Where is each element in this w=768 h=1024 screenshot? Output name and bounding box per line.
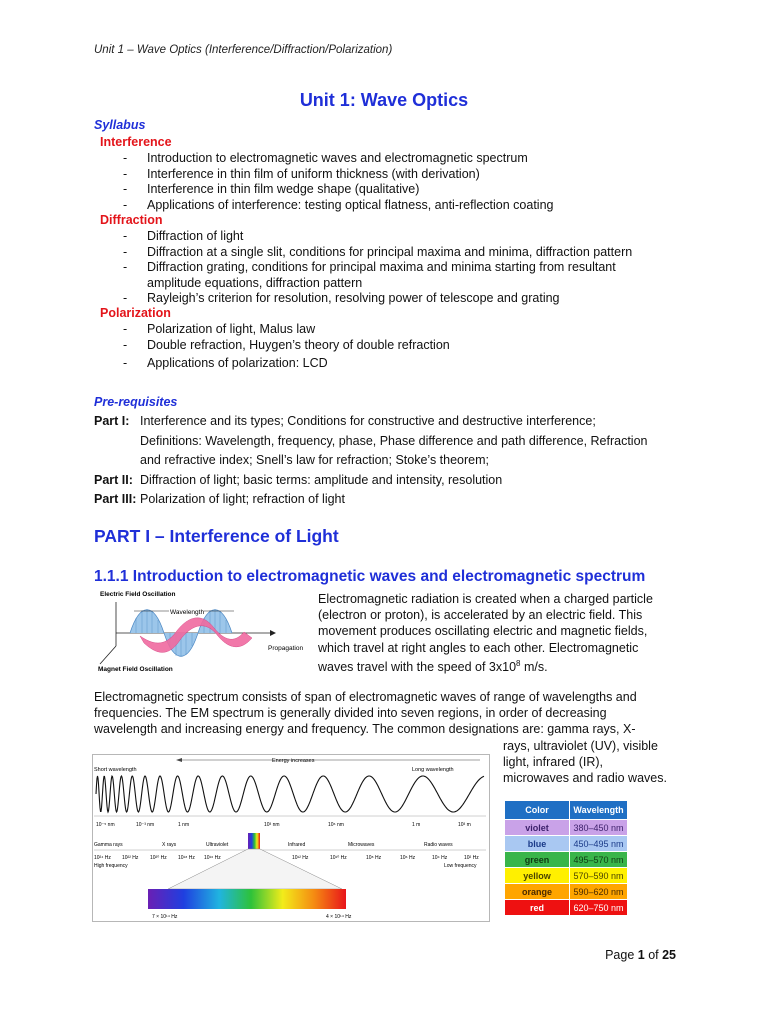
part1-line: and refractive index; Snell’s law for refraction; Stoke’s theorem; (140, 453, 490, 467)
wavelength-tick: 10⁻³ nm (136, 822, 155, 828)
list-item: - Applications of interference: testing optical flatness, anti-reflection coating (123, 197, 554, 212)
energy-label: Energy increases (272, 758, 315, 764)
wavelength-tick: 10³ m (458, 822, 471, 828)
frequency-tick: 10¹⁰ Hz (330, 855, 347, 861)
wavelength-cell: 450–495 nm (570, 836, 628, 852)
table-row (505, 836, 628, 852)
running-header: Unit 1 – Wave Optics (Interference/Diffraction/Polarization) (94, 44, 393, 56)
list-item: - Polarization of light, Malus law (123, 322, 316, 336)
wavelength-cell: 495–570 nm (570, 852, 628, 868)
list-item: - Diffraction grating, conditions for principal maxima and minima starting from resultant (123, 260, 616, 275)
frequency-tick: 10¹² Hz (292, 855, 309, 861)
frequency-tick: 10¹⁸ Hz (178, 855, 195, 861)
table-row (505, 852, 628, 868)
region-label: Microwaves (348, 842, 375, 848)
list-item: - Interference in thin film of uniform thickness (with derivation) (123, 166, 480, 181)
wavelength-cell: 570–590 nm (570, 868, 628, 884)
wavelength-tick: 10⁻⁵ nm (96, 822, 115, 828)
frequency-tick: 10² Hz (464, 855, 479, 861)
wavelength-cell: 590–620 nm (570, 884, 628, 900)
visible-right-frequency: 4 × 10¹⁴ Hz (326, 914, 352, 920)
list-item: - Rayleigh’s criterion for resolution, resolving power of telescope and grating (123, 291, 560, 306)
table-header: Wavelength (570, 801, 628, 820)
frequency-tick: 10²² Hz (122, 855, 139, 861)
spectrum-paragraph: Electromagnetic spectrum consists of span of electromagnetic waves of range of wavelengths and frequencies. The EM spectrum is generally divided into seven regions, in order of decreasing wavelength and increasing energy and frequency. The common designations are: gamma rays, X- (94, 690, 637, 737)
color-cell: green (505, 852, 570, 868)
prerequisites-block (94, 412, 694, 510)
color-cell: violet (505, 820, 570, 836)
diffraction-list (123, 229, 633, 307)
wavelength-tick: 1 m (412, 822, 421, 828)
em-wave-figure (94, 588, 310, 676)
list-item: - Diffraction at a single slit, conditions for principal maxima and minima, diffraction pattern (123, 244, 633, 259)
color-cell: yellow (505, 868, 570, 884)
part1-line: Definitions: Wavelength, frequency, phase, Phase difference and path difference, Refraction (140, 433, 648, 448)
frequency-tick: 10⁶ Hz (400, 855, 416, 861)
wavelength-tick: 10⁶ nm (328, 822, 344, 828)
wavelength-label: Wavelength (170, 609, 205, 616)
wavelength-cell: 380–450 nm (570, 820, 628, 836)
table-row (505, 868, 628, 884)
part2-text: Diffraction of light; basic terms: amplitude and intensity, resolution (140, 472, 503, 487)
wavelength-tick: 10³ nm (264, 822, 280, 828)
intro-paragraph: Electromagnetic radiation is created when a charged particle (electron or proton), is accelerated by an electric field. This movement produces oscillating electric and magnetic fields, which travel at right angles to each other. Electromagnetic waves travel with the speed of $3x10^8$ m/s. (318, 592, 653, 674)
em-spectrum-figure (92, 754, 490, 922)
part3-label: Part III: (94, 492, 137, 506)
syllabus-label: Syllabus (94, 118, 146, 132)
part1-label: Part I: (94, 414, 130, 428)
polarization-heading: Polarization (100, 306, 171, 320)
frequency-tick: 10²⁴ Hz (94, 855, 111, 861)
short-wavelength-label: Short wavelength (94, 767, 137, 773)
high-frequency-label: High frequency (94, 863, 128, 869)
visible-spectrum-bar (148, 889, 346, 909)
prerequisites-label: Pre-requisites (94, 395, 178, 409)
list-item: - Introduction to electromagnetic waves and electromagnetic spectrum (123, 151, 528, 165)
low-frequency-label: Low frequency (444, 863, 477, 869)
interference-heading: Interference (100, 135, 172, 149)
table-row (505, 884, 628, 900)
part1-line: Interference and its types; Conditions for constructive and destructive interference; (140, 414, 596, 428)
electric-field-label: Electric Field Oscillation (100, 591, 176, 598)
region-label: Gamma rays (94, 842, 123, 848)
list-item-continuation: amplitude equations, diffraction pattern (147, 275, 363, 290)
table-row (505, 900, 628, 916)
spectrum-paragraph-wrap: rays, ultraviolet (UV), visible light, infrared (IR), microwaves and radio waves. (503, 739, 667, 786)
list-item: - Diffraction of light (123, 229, 244, 243)
polarization-list (123, 322, 450, 372)
part3-text: Polarization of light; refraction of light (140, 492, 345, 506)
visible-left-frequency: 7 × 10¹⁴ Hz (152, 914, 178, 920)
list-item: - Interference in thin film wedge shape (qualitative) (123, 182, 420, 197)
region-label: Infrared (288, 842, 306, 848)
visible-band-strip (248, 833, 260, 849)
frequency-tick: 10²⁰ Hz (150, 855, 167, 861)
frequency-tick: 10⁸ Hz (366, 855, 382, 861)
section-heading: 1.1.1 Introduction to electromagnetic waves and electromagnetic spectrum (94, 568, 646, 585)
propagation-label: Propagation (268, 645, 304, 652)
frequency-tick: 10⁴ Hz (432, 855, 448, 861)
wavelength-cell: 620–750 nm (570, 900, 628, 916)
region-label: Ultraviolet (206, 842, 229, 848)
frequency-tick: 10¹⁶ Hz (204, 855, 221, 861)
table-header: Color (505, 801, 570, 820)
color-cell: orange (505, 884, 570, 900)
magnetic-field-label: Magnet Field Oscillation (98, 666, 173, 673)
diffraction-heading: Diffraction (100, 213, 163, 227)
part2-label: Part II: (94, 472, 133, 487)
page-number: Page 1 of 25 (605, 948, 676, 962)
table-row (505, 820, 628, 836)
long-wavelength-label: Long wavelength (412, 767, 454, 773)
list-item: - Double refraction, Huygen’s theory of double refraction (123, 337, 450, 352)
color-cell: red (505, 900, 570, 916)
part-heading: PART I – Interference of Light (94, 526, 339, 546)
region-label: Radio waves (424, 842, 453, 848)
region-label: X rays (162, 842, 177, 848)
color-cell: blue (505, 836, 570, 852)
wavelength-tick: 1 nm (178, 822, 190, 828)
wavelength-table (504, 800, 628, 916)
list-item: - Applications of polarization: LCD (123, 356, 328, 371)
document-title: Unit 1: Wave Optics (299, 90, 469, 110)
interference-list (123, 151, 554, 213)
